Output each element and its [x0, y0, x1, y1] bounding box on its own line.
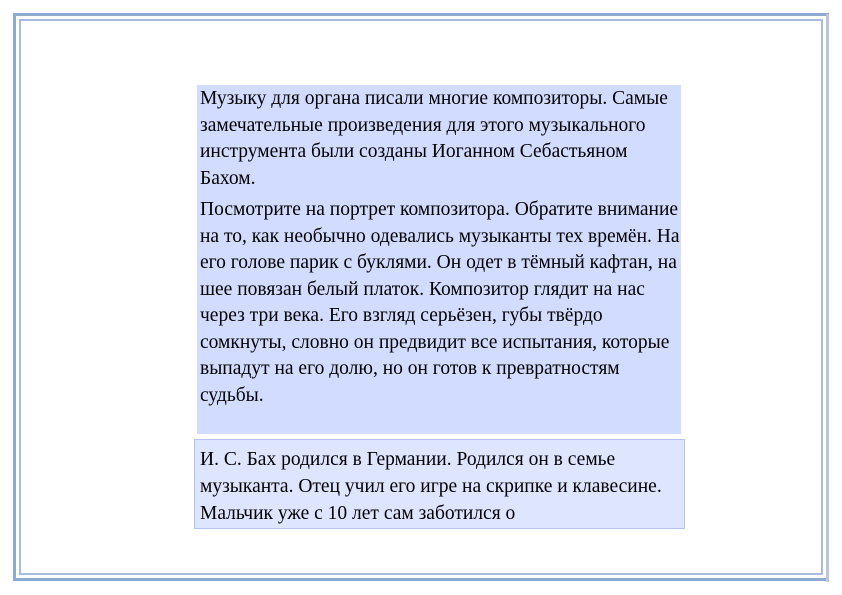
text-block-biography [194, 439, 685, 529]
paragraph-biography: И. С. Бах родился в Германии. Родился он в семье музыканта. Отец учил его игре на скрипке и клавесине. Мальчик уже с 10 лет сам заботился о [200, 449, 662, 524]
slide-frame-shadow [826, 14, 829, 582]
paragraph-portrait: Посмотрите на портрет композитора. Обратите внимание на то, как необычно одевались музыканты тех времён. На его голове парик с буклями. Он одет в тёмный кафтан, на шее повязан белый платок. Композитор глядит на нас через три века. Его взгляд серьёзен, губы твёрдо сомкнуты, словно он предвидит все испытания, которые выпадут на его долю, но он готов к превратностям судьбы. [200, 199, 680, 406]
text-block-main [197, 85, 681, 434]
paragraph-organ-music: Музыку для органа писали многие композиторы. Самые замечательные произведения для этого музыкального инструмента были созданы Иоганном Себастьяном Бахом. [200, 88, 668, 189]
